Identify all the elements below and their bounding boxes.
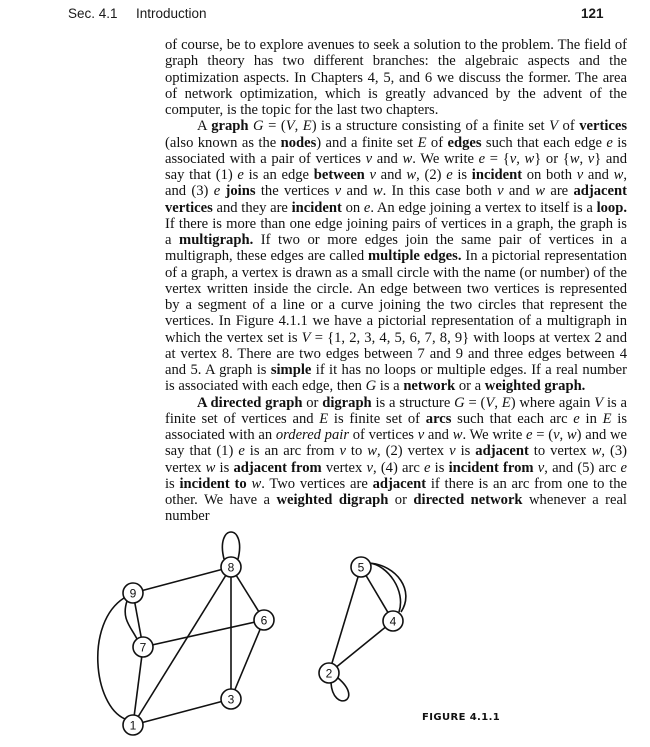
bold-term: digraph	[322, 394, 372, 411]
section-title: Introduction	[136, 6, 207, 21]
text-run: ,	[294, 118, 303, 135]
math-symbol: G	[253, 118, 264, 135]
math-symbol: e	[363, 199, 371, 216]
bold-term: graph	[211, 118, 249, 135]
text-run: is finite set of	[328, 410, 426, 427]
math-symbol: w	[406, 167, 417, 183]
text-run: = (	[464, 394, 486, 411]
figure-4-1-1	[0, 520, 650, 747]
text-run: is associated with an	[165, 410, 627, 443]
text-run: = {	[485, 150, 510, 167]
math-symbol: v	[509, 150, 517, 167]
vertex-3	[221, 689, 241, 709]
math-symbol: w	[569, 150, 580, 167]
paragraph	[165, 118, 627, 394]
text-run: is	[165, 475, 180, 492]
vertex-label: 9	[129, 586, 137, 601]
math-symbol: v	[449, 443, 456, 460]
text-run: is	[215, 459, 234, 476]
text-run: A	[197, 118, 212, 135]
vertex-label: 6	[260, 613, 268, 628]
bold-term: A directed graph	[197, 394, 303, 411]
text-run: and	[372, 150, 403, 167]
bold-term: joins	[225, 183, 256, 200]
math-symbol: w	[205, 459, 216, 476]
text-run: is	[452, 167, 472, 183]
text-run: are	[545, 183, 574, 200]
math-symbol: E	[602, 410, 612, 427]
text-run: if there is an arc from one to the other. We have a	[165, 475, 627, 508]
math-symbol: G	[365, 378, 377, 395]
vertex-label: 7	[139, 640, 147, 655]
vertex-6	[254, 610, 274, 630]
text-run: and	[583, 167, 614, 183]
text-run: on	[341, 199, 364, 216]
vertex-7	[133, 637, 153, 657]
bold-term: vertices	[579, 118, 628, 135]
bold-term: loop.	[596, 199, 627, 216]
text-run: of course, be to explore avenues to seek a solution to the problem. The field of graph theory has two different branches: the algebraic aspects and the optimization aspects. In Chapters 4, 5, and 6 we discuss the former. The area of network optimization, which is greatly advanced by the advent of the computer, is the topic for the last two chapters.	[165, 37, 627, 118]
text-run: is	[430, 459, 449, 476]
math-symbol: V	[485, 394, 495, 411]
text-run: . We write	[462, 427, 527, 443]
body-text	[165, 37, 627, 525]
bold-term: nodes	[280, 134, 317, 151]
text-run: = (	[532, 427, 554, 443]
math-symbol: e	[424, 459, 431, 476]
math-symbol: w	[524, 150, 535, 167]
bold-term: simple	[270, 362, 312, 378]
edge-8-9	[133, 567, 231, 593]
edge-1-3	[133, 699, 231, 725]
text-run: of	[558, 118, 580, 135]
math-symbol: e	[606, 134, 613, 151]
paragraph	[165, 37, 627, 118]
math-symbol: e	[573, 410, 580, 427]
text-run: on both	[522, 167, 577, 183]
text-run: if it has no loops or multiple edges. If a real number is associated with each edge, then	[165, 362, 627, 395]
text-run: of vertices	[349, 427, 418, 443]
vertex-5	[351, 557, 371, 577]
bold-term: directed network	[413, 492, 523, 508]
text-run: . We write	[412, 150, 479, 167]
math-symbol: V	[285, 118, 295, 135]
text-run: and they are	[212, 199, 292, 216]
bold-term: between	[313, 167, 365, 183]
text-run: is	[455, 443, 476, 460]
math-symbol: E	[417, 134, 427, 151]
text-run: is a finite set of vertices and	[165, 394, 627, 427]
math-symbol: w	[372, 183, 383, 200]
bold-term: adjacent	[475, 443, 529, 460]
text-run: ) and a finite set	[316, 134, 418, 151]
text-run: (also known as the	[165, 134, 281, 151]
text-run: } or {	[534, 150, 570, 167]
text-run: . An edge joining a vertex to itself is a	[370, 199, 597, 216]
text-run: If two or more edges join the same pair of vertices in a multigraph, these edges are called	[165, 232, 627, 265]
math-symbol: v	[339, 443, 346, 460]
math-symbol: v	[553, 427, 560, 443]
text-run: , (2) vertex	[377, 443, 450, 460]
vertex-label: 8	[227, 560, 235, 575]
text-run: is an arc from	[244, 443, 340, 460]
text-run: to vertex	[528, 443, 592, 460]
text-run: , and (3)	[165, 167, 628, 200]
math-symbol: v	[497, 183, 504, 200]
text-run: If there is more than one edge joining pairs of vertices in a graph, the graph is a	[165, 215, 627, 248]
math-symbol: E	[302, 118, 312, 135]
vertex-9	[123, 583, 143, 603]
edge-8-8	[222, 532, 239, 559]
text-run: vertex	[321, 459, 367, 476]
text-run: . In this case both	[382, 183, 498, 200]
math-symbol: w	[566, 427, 577, 443]
edge-4-2	[329, 621, 393, 673]
math-symbol: ordered pair	[275, 427, 350, 443]
bold-term: arcs	[425, 410, 452, 427]
text-run: or	[302, 394, 323, 411]
bold-term: weighted digraph	[276, 492, 389, 508]
math-symbol: v	[576, 167, 584, 183]
text-run: , (4) arc	[373, 459, 425, 476]
bold-term: weighted graph.	[484, 378, 586, 395]
text-run: ,	[579, 150, 588, 167]
vertex-label: 1	[129, 718, 137, 733]
math-symbol: e	[213, 183, 221, 200]
math-symbol: v	[366, 459, 373, 476]
math-symbol: w	[613, 167, 624, 183]
bold-term: adjacent vertices	[165, 183, 627, 216]
text-run: ) and we say that (1)	[165, 427, 628, 460]
math-symbol: e	[238, 443, 245, 460]
math-symbol: E	[319, 410, 329, 427]
text-run: , (3) vertex	[165, 443, 627, 476]
text-run: in	[579, 410, 603, 427]
math-symbol: e	[446, 167, 453, 183]
text-run: and	[375, 167, 407, 183]
math-symbol: v	[587, 150, 595, 167]
edge-6-3	[231, 620, 264, 699]
text-run: ,	[516, 150, 525, 167]
paragraph	[165, 395, 627, 525]
text-run: ,	[559, 427, 567, 443]
bold-term: edges	[447, 134, 482, 151]
math-symbol: w	[251, 475, 262, 492]
text-run: = (	[263, 118, 286, 135]
edge-5-2	[329, 567, 361, 673]
text-run: and	[341, 183, 373, 200]
multigraph-diagram	[0, 520, 650, 747]
edge-9-1	[98, 598, 125, 719]
text-run: whenever a real number	[165, 492, 627, 525]
vertex-label: 4	[389, 614, 397, 629]
text-run: ) is a structure consisting of a finite set	[311, 118, 550, 135]
figure-caption: FIGURE 4.1.1	[422, 712, 501, 723]
math-symbol: G	[454, 394, 465, 411]
text-run: or a	[455, 378, 485, 395]
math-symbol: v	[369, 167, 376, 183]
text-run: and	[503, 183, 536, 200]
math-symbol: v	[365, 150, 373, 167]
text-run: is a structure	[371, 394, 455, 411]
bold-term: adjacent from	[233, 459, 322, 476]
math-symbol: v	[537, 459, 545, 476]
text-run: and	[424, 427, 453, 443]
vertex-1	[123, 715, 143, 735]
text-run: the vertices	[255, 183, 335, 200]
text-run: is associated with a pair of vertices	[165, 134, 627, 167]
vertex-label: 3	[227, 692, 235, 707]
bold-term: incident	[291, 199, 342, 216]
bold-term: multigraph.	[179, 232, 254, 248]
text-run: ) where again	[510, 394, 595, 411]
math-symbol: w	[452, 427, 463, 443]
text-run: of	[426, 134, 448, 151]
text-run: , (2)	[416, 167, 447, 183]
math-symbol: e	[620, 459, 627, 476]
section-number: Sec. 4.1	[68, 6, 118, 21]
text-run: . Two vertices are	[261, 475, 373, 492]
bold-term: multiple edges.	[368, 248, 462, 265]
math-symbol: v	[417, 427, 425, 443]
text-run: such that each edge	[481, 134, 607, 151]
text-run: In a pictorial representation of a graph, a vertex is drawn as a small circle with the name (or number) of the vertex written inside the circle. An edge between two vertices is represented by a segment of a line or a curve joining the two circles that represent the vertices. In Figure 4.1.1 we have a pictorial representation of a multigraph in which the vertex set is	[165, 248, 627, 346]
bold-term: incident to	[179, 475, 247, 492]
math-symbol: V	[549, 118, 559, 135]
vertex-8	[221, 557, 241, 577]
math-symbol: w	[402, 150, 413, 167]
math-symbol: E	[501, 394, 511, 411]
text-run: } and say that (1)	[165, 150, 628, 183]
edge-7-1	[133, 647, 143, 725]
text-run: ,	[494, 394, 502, 411]
math-symbol: V	[594, 394, 604, 411]
math-symbol: V	[301, 329, 311, 346]
text-run: is an edge	[243, 167, 314, 183]
vertex-4	[383, 611, 403, 631]
text-run: , and (5) arc	[544, 459, 621, 476]
bold-term: incident	[471, 167, 523, 183]
math-symbol: e	[526, 427, 533, 443]
text-run: = {1, 2, 3, 4, 5, 6, 7, 8, 9} with loops at vertex 2 and at vertex 8. There are two edges between 7 and 9 and three edges between 4 and 5. A graph is	[165, 329, 627, 378]
vertex-label: 5	[357, 560, 365, 575]
text-run: or	[388, 492, 414, 508]
bold-term: adjacent	[372, 475, 427, 492]
running-head	[0, 6, 650, 26]
math-symbol: w	[535, 183, 546, 200]
math-symbol: w	[591, 443, 602, 460]
math-symbol: e	[237, 167, 244, 183]
bold-term: network	[403, 378, 456, 395]
math-symbol: w	[367, 443, 377, 460]
text-run: such that each arc	[451, 410, 574, 427]
bold-term: incident from	[448, 459, 534, 476]
vertex-2	[319, 663, 339, 683]
math-symbol: v	[334, 183, 342, 200]
vertex-label: 2	[325, 666, 333, 681]
edge-6-7	[143, 620, 264, 647]
math-symbol: e	[478, 150, 486, 167]
text-run: to	[345, 443, 368, 460]
text-run: is a	[376, 378, 404, 395]
page-number: 121	[581, 6, 604, 21]
